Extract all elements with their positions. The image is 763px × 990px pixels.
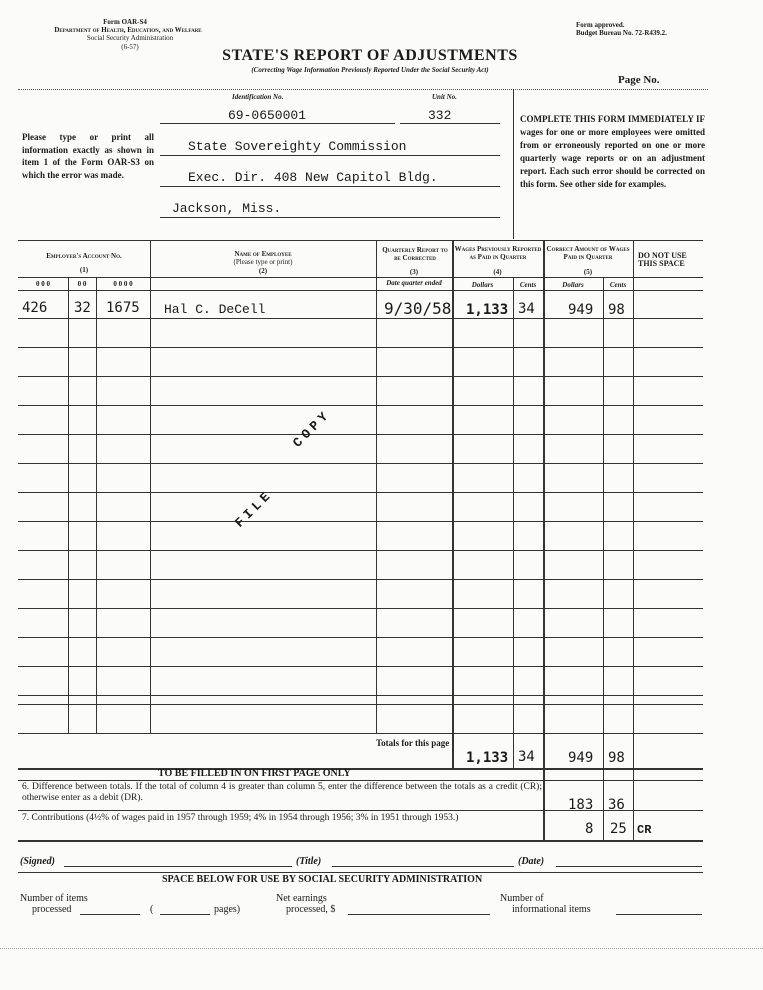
row1-account-part2: 32 [74, 300, 91, 316]
col2-sub: (Please type or print) [233, 258, 293, 266]
employer-city: Jackson, Miss. [172, 201, 282, 216]
col3-sub: Date quarter ended [386, 279, 442, 287]
net-earnings-label2: processed, $ [286, 904, 336, 915]
col1-sub-c: 0 0 0 0 [113, 280, 133, 288]
date-line[interactable] [556, 866, 702, 867]
col-correct-amount-header: Correct Amount of Wages Paid in Quarter [546, 245, 630, 261]
form-approved: Form approved. [576, 21, 625, 29]
col4-cents-label: Cents [519, 281, 537, 289]
net-earnings-label1: Net earnings [276, 893, 327, 904]
col-employee-name-header: Name of Employee [234, 250, 292, 258]
signature-line[interactable] [64, 866, 292, 867]
first-page-heading: TO BE FILLED IN ON FIRST PAGE ONLY [158, 768, 351, 779]
informational-items-label1: Number of [500, 893, 544, 904]
title-label: (Title) [296, 856, 322, 867]
budget-bureau-number: Budget Bureau No. 72-R439.2. [576, 29, 667, 37]
item6-cents: 36 [608, 797, 625, 813]
col4-dollars-label: Dollars [471, 281, 494, 289]
informational-items-label2: informational items [512, 904, 591, 915]
file-stamp: FILE [232, 486, 276, 531]
title-line[interactable] [332, 866, 514, 867]
agency-name: Social Security Administration [86, 34, 174, 42]
col2-number: (2) [258, 267, 268, 275]
form-number: Form OAR-S4 [103, 18, 147, 26]
id-number-value: 69-0650001 [228, 108, 307, 123]
col3-number: (3) [409, 268, 419, 276]
form-revision: (6-57) [121, 43, 139, 51]
ssa-section-heading: SPACE BELOW FOR USE BY SOCIAL SECURITY ADMINISTRATION [162, 874, 483, 885]
page-number-label: Page No. [618, 74, 660, 86]
row1-corr-cents: 98 [608, 302, 625, 318]
department-name: Department of Health, Education, and Welfare [54, 26, 202, 34]
top-divider [18, 89, 708, 90]
col5-dollars-label: Dollars [562, 281, 584, 289]
col1-sub-a: 0 0 0 [36, 280, 50, 288]
employer-name: State Sovereighty Commission [188, 139, 407, 154]
totals-prev-cents: 34 [518, 749, 535, 765]
row1-account-part3: 1675 [106, 300, 140, 316]
items-processed-label2: processed [32, 904, 72, 915]
employer-address: Exec. Dir. 408 New Capitol Bldg. [188, 170, 438, 185]
unit-number-label: Unit No. [432, 93, 457, 101]
row1-account-part1: 426 [22, 300, 48, 316]
totals-prev-dollars: 1,133 [466, 750, 509, 766]
totals-corr-dollars: 949 [568, 750, 594, 766]
col5-number: (5) [583, 268, 593, 276]
id-section-divider [513, 89, 514, 239]
pages-open-paren: ( [150, 904, 154, 915]
item6-text: 6. Difference between totals. If the total of column 4 is greater than column 5, enter the difference between the totals as a credit (CR); otherwise enter as a debit (DR). [22, 782, 542, 803]
row1-date: 9/30/58 [384, 299, 452, 318]
col-employer-account-header: Employer's Account No. [46, 252, 122, 260]
item7-credit-mark: CR [637, 823, 652, 837]
col4-number: (4) [493, 268, 502, 276]
unit-number-value: 332 [428, 108, 452, 123]
row1-corr-dollars: 949 [568, 302, 594, 318]
col-quarterly-report-header: Quarterly Report to be Corrected [382, 246, 448, 262]
table-top-border [18, 240, 703, 241]
totals-label: Totals for this page [376, 738, 450, 748]
bottom-fold-line [0, 948, 763, 949]
form-subtitle: (Correcting Wage Information Previously Reported Under the Social Security Act) [251, 66, 489, 74]
copy-stamp: COPY [290, 406, 334, 451]
row1-prev-dollars: 1,133 [466, 302, 509, 318]
item7-text: 7. Contributions (4½% of wages paid in 1957 through 1959; 4% in 1954 through 1956; 3% in 1951 through 1953.) [22, 813, 459, 823]
signed-label: (Signed) [20, 856, 55, 867]
col-do-not-use-header: DO NOT USE THIS SPACE [638, 251, 687, 268]
col1-number: (1) [79, 266, 89, 274]
items-processed-label1: Number of items [20, 893, 88, 904]
col1-sub-b: 0 0 [77, 280, 87, 288]
item7-dollars: 8 [585, 821, 594, 837]
date-label: (Date) [518, 856, 545, 867]
id-number-label: Identification No. [232, 93, 284, 101]
row1-employee-name: Hal C. DeCell [164, 302, 266, 317]
pages-label: pages) [214, 904, 241, 915]
col5-cents-label: Cents [609, 281, 627, 289]
col-wages-previously-header: Wages Previously Reported as Paid in Quarter [454, 245, 542, 261]
item6-dollars: 183 [568, 797, 594, 813]
type-instructions: Please type or print all information exactly as shown in item 1 of the Form OAR-S3 on which the error was made. [22, 132, 154, 180]
totals-corr-cents: 98 [608, 750, 625, 766]
item7-cents: 25 [610, 821, 627, 837]
row1-prev-cents: 34 [518, 301, 535, 317]
form-title: STATE'S REPORT OF ADJUSTMENTS [222, 47, 518, 64]
complete-form-notice: COMPLETE THIS FORM IMMEDIATELY IF wages for one or more employees were omitted from or erroneously reported on one or more quarterly wage reports or on an adjustment report. Each such error should be corrected on this form. See other side for examples. [520, 114, 705, 189]
